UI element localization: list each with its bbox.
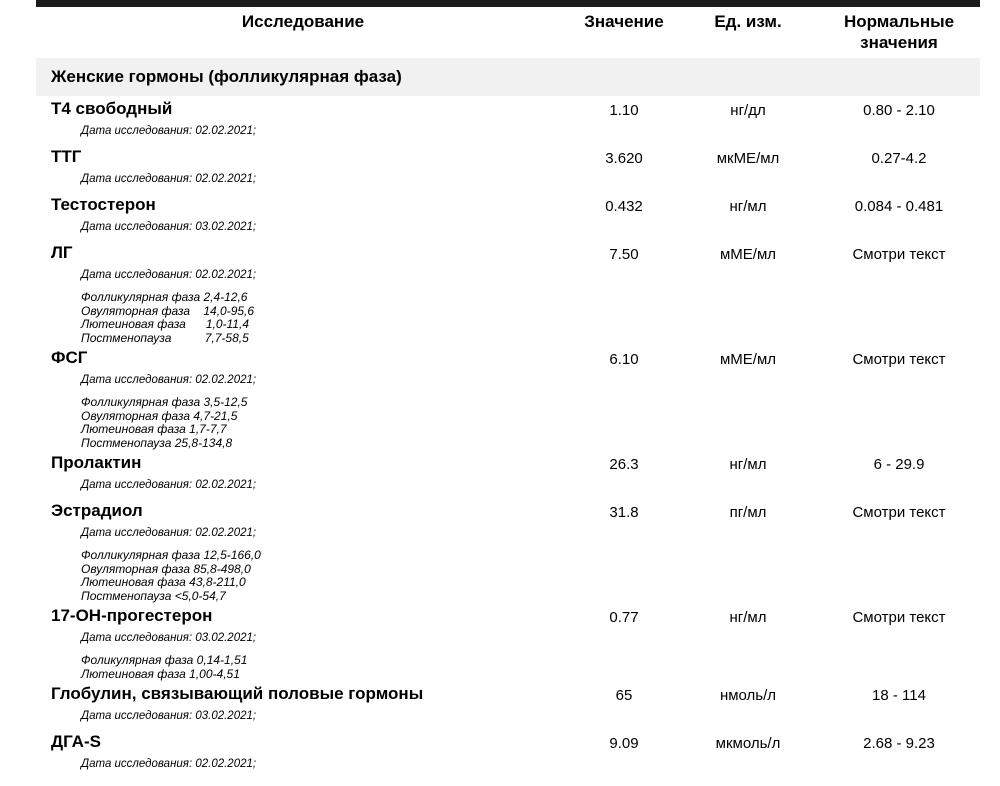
reference-note-line: Постменопауза <5,0-54,7 [81,588,226,603]
reference-note-line: Фолликулярная фаза 12,5-166,0 [81,548,261,562]
test-units: нмоль/л [719,687,777,704]
reference-note-line: Фолликулярная фаза 2,4-12,6 [81,290,248,304]
test-row [36,450,980,498]
reference-note-line: Фолликулярная фаза 3,5-12,5 [81,395,248,409]
test-name: Глобулин, связывающий половые гормоны [51,684,424,703]
test-row-main [36,453,980,475]
test-normal-range: 2.68 - 9.23 [863,735,935,752]
test-date: Дата исследования: 02.02.2021; [81,374,257,386]
test-value: 7.50 [609,246,639,263]
test-units: пг/мл [729,504,767,521]
test-date: Дата исследования: 02.02.2021; [81,758,257,770]
test-row [36,729,980,777]
test-date: Дата исследования: 02.02.2021; [81,173,257,185]
test-value: 3.620 [605,150,643,167]
test-units: нг/дл [730,102,766,119]
test-normal-range: 0.084 - 0.481 [854,198,944,215]
test-name: 17-ОН-прогестерон [51,606,213,625]
reference-note-line: Овуляторная фаза 4,7-21,5 [81,408,238,423]
test-date: Дата исследования: 03.02.2021; [81,221,257,233]
test-normal-range: Смотри текст [852,351,946,368]
test-row [36,240,980,345]
test-units: нг/мл [729,609,767,626]
test-date: Дата исследования: 02.02.2021; [81,527,257,539]
top-border-bar [36,0,980,7]
test-reference-notes [81,396,980,450]
test-value: 9.09 [609,735,639,752]
test-value: 65 [615,687,633,704]
test-row-main [36,684,980,706]
test-units: нг/мл [729,198,767,215]
test-value: 0.77 [609,609,639,626]
reference-note-line: Овуляторная фаза 14,0-95,6 [81,303,255,318]
test-reference-notes [81,654,980,681]
section-title: Женские гормоны (фолликулярная фаза) [51,67,402,86]
column-header-units: Ед. изм. [714,12,782,31]
test-name: ЛГ [51,243,73,262]
reference-note-line: Лютеиновая фаза 43,8-211,0 [81,575,246,589]
test-normal-range: Смотри текст [852,609,946,626]
test-row-main [36,606,980,628]
test-value: 6.10 [609,351,639,368]
test-name: ДГА-S [51,732,101,751]
test-units: мМЕ/мл [719,246,777,263]
test-name: Т4 свободный [51,99,173,118]
column-header-value: Значение [584,12,664,31]
test-date: Дата исследования: 02.02.2021; [81,125,257,137]
section-header [36,58,980,96]
test-row-main [36,99,980,121]
test-row [36,681,980,729]
test-reference-notes [81,549,980,603]
test-row-main [36,195,980,217]
test-row [36,96,980,144]
reference-note-line: Постменопауза 25,8-134,8 [81,435,233,450]
test-row [36,603,980,681]
reference-note-line: Овуляторная фаза 85,8-498,0 [81,561,251,576]
reference-note-line: Лютеиновая фаза 1,00-4,51 [81,666,240,681]
test-normal-range: 0.80 - 2.10 [863,102,935,119]
test-date: Дата исследования: 02.02.2021; [81,479,257,491]
lab-results-report [36,0,980,777]
reference-note-line: Лютеиновая фаза 1,0-11,4 [81,317,249,331]
test-normal-range: Смотри текст [852,504,946,521]
test-units: мкМЕ/мл [716,150,780,167]
test-value: 26.3 [609,456,639,473]
test-date: Дата исследования: 03.02.2021; [81,710,257,722]
test-units: нг/мл [729,456,767,473]
test-reference-notes [81,291,980,345]
test-row [36,192,980,240]
test-date: Дата исследования: 03.02.2021; [81,632,257,644]
test-name: ФСГ [51,348,88,367]
test-normal-range: 0.27-4.2 [871,150,927,167]
results-list [36,96,980,777]
test-units: мМЕ/мл [719,351,777,368]
test-normal-range: 6 - 29.9 [873,456,925,473]
column-header-test: Исследование [241,12,365,31]
test-row [36,144,980,192]
test-row-main [36,732,980,754]
test-date: Дата исследования: 02.02.2021; [81,269,257,281]
test-name: ТТГ [51,147,82,166]
reference-note-line: Лютеиновая фаза 1,7-7,7 [81,422,227,436]
test-units: мкмоль/л [715,735,781,752]
test-value: 1.10 [609,102,639,119]
test-row-main [36,147,980,169]
test-value: 31.8 [609,504,639,521]
test-row-main [36,348,980,370]
test-row [36,498,980,603]
test-name: Пролактин [51,453,142,472]
reference-note-line: Постменопауза 7,7-58,5 [81,330,249,345]
test-name: Тестостерон [51,195,156,214]
test-row [36,345,980,450]
test-value: 0.432 [605,198,643,215]
table-header-row [36,7,980,58]
reference-note-line: Фоликулярная фаза 0,14-1,51 [81,653,248,667]
test-row-main [36,243,980,265]
test-name: Эстрадиол [51,501,143,520]
test-row-main [36,501,980,523]
column-header-normal-range: Нормальные значения [843,12,955,52]
test-normal-range: Смотри текст [852,246,946,263]
test-normal-range: 18 - 114 [872,687,926,704]
